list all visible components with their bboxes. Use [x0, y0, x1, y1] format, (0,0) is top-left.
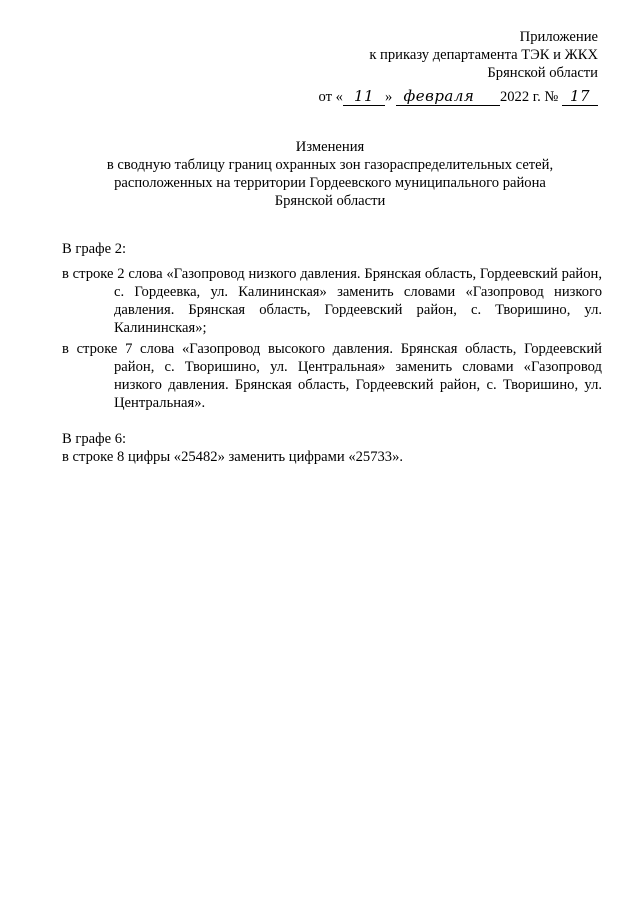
- change-item: в строке 7 слова «Газопровод высокого давления. Брянская область, Гордеевский район, с. Творишино, ул. Центральная» заменить словами «Газопровод низкого давления. Брянская область, Гордеевский район, с. Творишино, ул. Центральная».: [62, 341, 602, 411]
- order-number-handwritten: 17: [569, 87, 591, 105]
- section-heading: В графе 2:: [62, 241, 127, 257]
- region-name: Брянской области: [487, 65, 598, 81]
- order-reference: к приказу департамента ТЭК и ЖКХ: [369, 47, 598, 63]
- section-column-6: [62, 430, 602, 466]
- document-title: [60, 138, 600, 210]
- title-line-2: в сводную таблицу границ охранных зон газораспределительных сетей,: [106, 157, 554, 173]
- date-month-field: [396, 89, 482, 106]
- section-heading: В графе 6:: [62, 431, 127, 447]
- title-line-1: Изменения: [295, 139, 365, 155]
- date-day-field: [343, 89, 385, 106]
- title-line-4: Брянской области: [274, 193, 386, 209]
- change-item: в строке 8 цифры «25482» заменить цифрами «25733».: [62, 449, 404, 465]
- date-year-and-number-label: 2022 г. №: [499, 89, 559, 105]
- date-prefix: от «: [318, 89, 343, 105]
- date-day-handwritten: 11: [353, 87, 375, 105]
- section-column-2: [62, 240, 602, 415]
- appendix-title: Приложение: [519, 29, 598, 45]
- appendix-header: [369, 28, 598, 82]
- order-date-line: [319, 88, 598, 106]
- date-quote-close: »: [384, 89, 393, 105]
- title-line-3: расположенных на территории Гордеевского муниципального района: [114, 175, 546, 191]
- date-underline-tail: [482, 90, 500, 106]
- date-month-handwritten: февраля: [403, 87, 475, 105]
- order-number-field: [562, 89, 598, 106]
- change-item: в строке 2 слова «Газопровод низкого давления. Брянская область, Гордеевский район, с. Гордеевка, ул. Калининская» заменить словами «Газопровод низкого давления. Брянская область, Гордеевский район, с. Творишино, ул. Калининская»;: [62, 266, 602, 336]
